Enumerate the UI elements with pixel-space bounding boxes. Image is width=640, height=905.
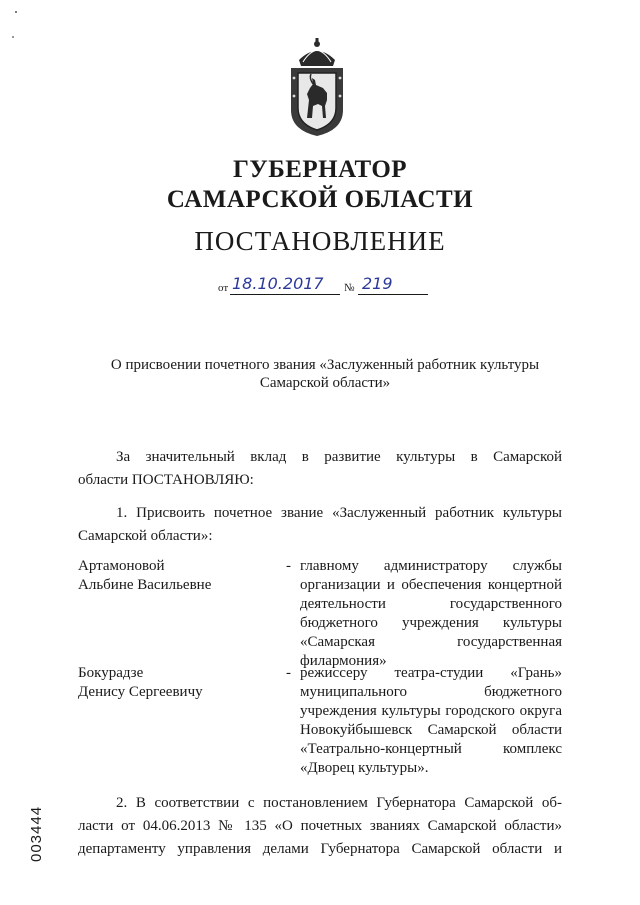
person-1-dash: - (286, 558, 291, 574)
item2-line2: ласти от 04.06.2013 № 135 «О почетных званиях Самарской области» (78, 818, 562, 834)
item2-line1: 2. В соответствии с постановлением Губернатора Самарской об- (116, 795, 562, 811)
item2-line3: департаменту управления делами Губернатора Самарской области и (78, 841, 562, 857)
handwritten-number: 219 (362, 274, 393, 293)
item2-paragraph (78, 792, 562, 861)
document-type: ПОСТАНОВЛЕНИЕ (194, 226, 446, 256)
intro-line1: За значительный вклад в развитие культуры в Самарской (116, 449, 562, 465)
date-underline (230, 294, 340, 295)
person-1-given: Альбине Васильевне (78, 577, 212, 593)
person-2-given: Денису Сергеевичу (78, 684, 203, 700)
person-2-desc-text: режиссеру театра-студии «Грань» муниципального бюджетного учреждения культуры городского округа Новокуйбышевск Самарской области «Театрально-концертный комплекс «Дворец культуры». (300, 665, 562, 776)
issuer-title-line2: САМАРСКОЙ ОБЛАСТИ (166, 186, 474, 213)
item1-line1: 1. Присвоить почетное звание «Заслуженный работник культуры (116, 505, 562, 521)
date-number-line (218, 274, 438, 296)
date-from-label: от (218, 282, 229, 294)
margin-registration-number: 003444 (28, 805, 45, 862)
subject-line2: Самарской области» (259, 375, 391, 391)
intro-line2: области ПОСТАНОВЛЯЮ: (78, 472, 254, 488)
item1-paragraph (78, 502, 562, 548)
coat-of-arms-icon (285, 38, 349, 138)
person-2-name (78, 664, 278, 702)
intro-paragraph (78, 446, 562, 492)
handwritten-date: 18.10.2017 (232, 274, 324, 293)
person-1-description (286, 557, 562, 671)
person-2-dash: - (286, 665, 291, 681)
person-2-surname: Бокурадзе (78, 665, 144, 681)
number-label: № (344, 282, 355, 294)
item1-line2: Самарской области»: (78, 528, 213, 544)
issuer-title-line1: ГУБЕРНАТОР (232, 156, 408, 183)
person-1-name (78, 557, 278, 595)
person-1-desc-text: главному администратору службы организации и обеспечения концертной деятельности государственного бюджетного учреждения культуры «Самарская государственная филармония» (300, 558, 562, 669)
person-1-surname: Артамоновой (78, 558, 165, 574)
number-underline (358, 294, 428, 295)
person-2-description (286, 664, 562, 778)
document-subject (60, 356, 590, 392)
subject-line1: О присвоении почетного звания «Заслуженный работник культуры (110, 357, 540, 373)
